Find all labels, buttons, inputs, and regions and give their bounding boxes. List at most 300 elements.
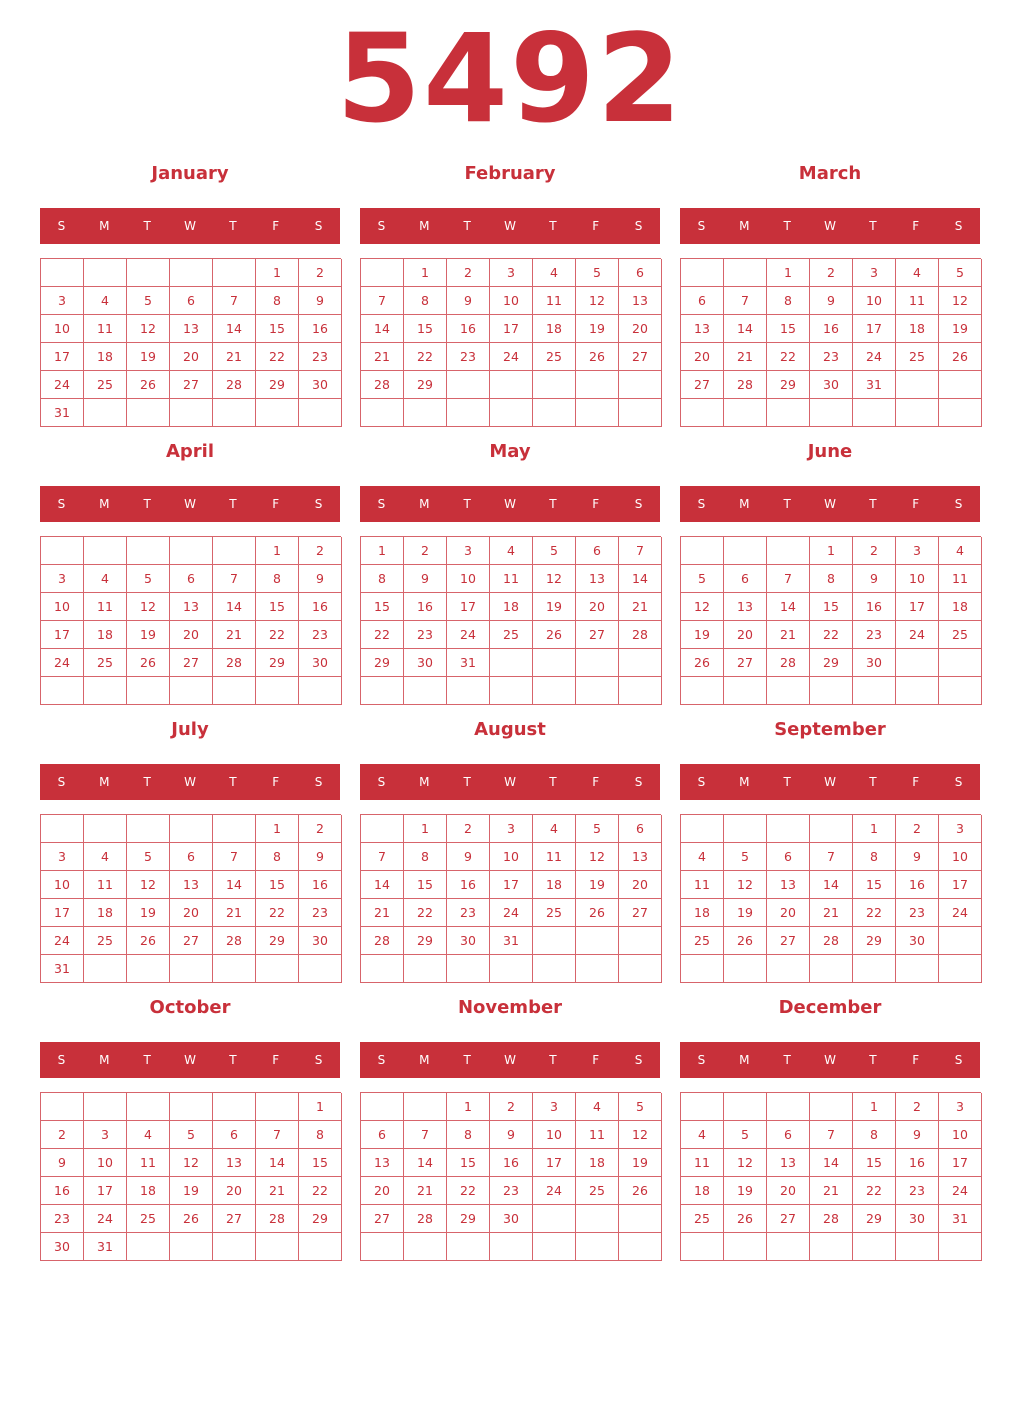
day-cell: 27 bbox=[213, 1205, 256, 1233]
day-cell: 16 bbox=[299, 315, 342, 343]
empty-cell bbox=[404, 399, 447, 427]
empty-cell bbox=[533, 677, 576, 705]
empty-cell bbox=[724, 955, 767, 983]
day-cell: 6 bbox=[619, 815, 662, 843]
empty-cell bbox=[84, 955, 127, 983]
empty-cell bbox=[619, 927, 662, 955]
day-cell: 17 bbox=[490, 871, 533, 899]
day-cell: 25 bbox=[490, 621, 533, 649]
day-cell: 26 bbox=[576, 899, 619, 927]
empty-cell bbox=[299, 1233, 342, 1261]
day-cell: 3 bbox=[41, 843, 84, 871]
day-cell: 12 bbox=[576, 287, 619, 315]
month-name: August bbox=[474, 719, 546, 740]
day-cell: 21 bbox=[256, 1177, 299, 1205]
day-cell: 17 bbox=[41, 621, 84, 649]
day-cell: 5 bbox=[127, 843, 170, 871]
weekday-label: T bbox=[143, 497, 151, 511]
day-cell: 12 bbox=[127, 871, 170, 899]
day-cell: 16 bbox=[490, 1149, 533, 1177]
month-name: November bbox=[457, 997, 563, 1018]
empty-cell bbox=[127, 677, 170, 705]
day-cell: 11 bbox=[84, 315, 127, 343]
day-cell: 5 bbox=[576, 815, 619, 843]
empty-cell bbox=[127, 399, 170, 427]
day-cell: 13 bbox=[170, 871, 213, 899]
day-cell: 27 bbox=[681, 371, 724, 399]
day-cell: 23 bbox=[299, 899, 342, 927]
empty-cell bbox=[404, 1093, 447, 1121]
day-cell: 7 bbox=[361, 287, 404, 315]
day-cell: 18 bbox=[576, 1149, 619, 1177]
day-cell: 2 bbox=[896, 1093, 939, 1121]
day-cell: 16 bbox=[299, 593, 342, 621]
day-cell: 17 bbox=[939, 1149, 982, 1177]
day-cell: 17 bbox=[533, 1149, 576, 1177]
day-cell: 20 bbox=[170, 621, 213, 649]
day-cell: 11 bbox=[576, 1121, 619, 1149]
empty-cell bbox=[404, 677, 447, 705]
empty-cell bbox=[213, 815, 256, 843]
day-cell: 4 bbox=[84, 287, 127, 315]
day-cell: 8 bbox=[404, 287, 447, 315]
empty-cell bbox=[853, 677, 896, 705]
empty-cell bbox=[127, 1093, 170, 1121]
day-cell: 9 bbox=[404, 565, 447, 593]
day-cell: 30 bbox=[896, 1205, 939, 1233]
day-cell: 15 bbox=[404, 871, 447, 899]
empty-cell bbox=[724, 537, 767, 565]
empty-cell bbox=[896, 399, 939, 427]
day-cell: 9 bbox=[810, 287, 853, 315]
weekday-label: S bbox=[697, 219, 706, 233]
day-cell: 1 bbox=[404, 815, 447, 843]
empty-cell bbox=[939, 1233, 982, 1261]
empty-cell bbox=[41, 677, 84, 705]
day-cell: 26 bbox=[127, 371, 170, 399]
day-cell: 5 bbox=[170, 1121, 213, 1149]
day-cell: 15 bbox=[447, 1149, 490, 1177]
day-cell: 3 bbox=[490, 815, 533, 843]
day-cell: 24 bbox=[41, 371, 84, 399]
day-cell: 23 bbox=[810, 343, 853, 371]
weekday-header bbox=[40, 1042, 340, 1078]
day-cell: 27 bbox=[170, 371, 213, 399]
weekday-label: M bbox=[99, 1053, 110, 1067]
day-cell: 17 bbox=[447, 593, 490, 621]
day-cell: 25 bbox=[939, 621, 982, 649]
weekday-label: T bbox=[549, 1053, 557, 1067]
day-cell: 11 bbox=[896, 287, 939, 315]
day-cell: 23 bbox=[853, 621, 896, 649]
day-cell: 14 bbox=[213, 593, 256, 621]
day-cell: 27 bbox=[724, 649, 767, 677]
weekday-label: F bbox=[912, 497, 920, 511]
day-grid bbox=[360, 814, 661, 983]
day-cell: 25 bbox=[896, 343, 939, 371]
day-cell: 7 bbox=[213, 287, 256, 315]
empty-cell bbox=[299, 677, 342, 705]
day-cell: 21 bbox=[810, 1177, 853, 1205]
day-cell: 29 bbox=[767, 371, 810, 399]
day-cell: 10 bbox=[447, 565, 490, 593]
empty-cell bbox=[810, 677, 853, 705]
day-cell: 5 bbox=[724, 843, 767, 871]
day-cell: 19 bbox=[533, 593, 576, 621]
day-cell: 22 bbox=[447, 1177, 490, 1205]
empty-cell bbox=[256, 1093, 299, 1121]
day-cell: 15 bbox=[299, 1149, 342, 1177]
weekday-label: T bbox=[783, 775, 791, 789]
day-cell: 14 bbox=[619, 565, 662, 593]
day-cell: 6 bbox=[681, 287, 724, 315]
day-cell: 26 bbox=[681, 649, 724, 677]
day-cell: 10 bbox=[41, 593, 84, 621]
weekday-label: W bbox=[824, 1053, 836, 1067]
weekday-label: T bbox=[229, 497, 237, 511]
empty-cell bbox=[681, 1093, 724, 1121]
weekday-label: W bbox=[504, 497, 516, 511]
empty-cell bbox=[810, 955, 853, 983]
day-cell: 9 bbox=[299, 287, 342, 315]
day-cell: 5 bbox=[619, 1093, 662, 1121]
day-cell: 7 bbox=[767, 565, 810, 593]
day-cell: 2 bbox=[299, 259, 342, 287]
empty-cell bbox=[41, 259, 84, 287]
empty-cell bbox=[576, 649, 619, 677]
day-cell: 24 bbox=[853, 343, 896, 371]
day-cell: 22 bbox=[810, 621, 853, 649]
day-cell: 5 bbox=[681, 565, 724, 593]
day-cell: 2 bbox=[41, 1121, 84, 1149]
day-cell: 7 bbox=[213, 565, 256, 593]
day-grid bbox=[680, 1092, 981, 1261]
day-cell: 25 bbox=[533, 899, 576, 927]
day-cell: 20 bbox=[213, 1177, 256, 1205]
empty-cell bbox=[361, 955, 404, 983]
month-name: January bbox=[151, 163, 229, 184]
day-cell: 2 bbox=[447, 259, 490, 287]
day-cell: 4 bbox=[84, 843, 127, 871]
month-name: May bbox=[489, 441, 531, 462]
weekday-label: M bbox=[99, 219, 110, 233]
day-cell: 6 bbox=[576, 537, 619, 565]
empty-cell bbox=[533, 1233, 576, 1261]
day-cell: 3 bbox=[896, 537, 939, 565]
empty-cell bbox=[619, 649, 662, 677]
day-cell: 30 bbox=[896, 927, 939, 955]
day-cell: 21 bbox=[724, 343, 767, 371]
day-cell: 2 bbox=[299, 815, 342, 843]
day-cell: 13 bbox=[170, 315, 213, 343]
day-cell: 25 bbox=[681, 1205, 724, 1233]
day-cell: 30 bbox=[853, 649, 896, 677]
day-cell: 29 bbox=[853, 1205, 896, 1233]
empty-cell bbox=[256, 1233, 299, 1261]
empty-cell bbox=[767, 815, 810, 843]
day-cell: 5 bbox=[939, 259, 982, 287]
day-cell: 26 bbox=[619, 1177, 662, 1205]
day-cell: 31 bbox=[939, 1205, 982, 1233]
day-cell: 21 bbox=[213, 899, 256, 927]
day-cell: 31 bbox=[447, 649, 490, 677]
empty-cell bbox=[896, 955, 939, 983]
empty-cell bbox=[939, 649, 982, 677]
day-cell: 14 bbox=[404, 1149, 447, 1177]
weekday-label: W bbox=[824, 775, 836, 789]
weekday-header bbox=[680, 208, 980, 244]
day-cell: 6 bbox=[767, 843, 810, 871]
day-cell: 3 bbox=[939, 1093, 982, 1121]
day-cell: 21 bbox=[767, 621, 810, 649]
day-cell: 18 bbox=[84, 621, 127, 649]
day-cell: 10 bbox=[84, 1149, 127, 1177]
day-cell: 5 bbox=[533, 537, 576, 565]
day-cell: 29 bbox=[404, 371, 447, 399]
empty-cell bbox=[576, 927, 619, 955]
day-cell: 7 bbox=[619, 537, 662, 565]
day-cell: 29 bbox=[447, 1205, 490, 1233]
empty-cell bbox=[84, 259, 127, 287]
day-cell: 22 bbox=[853, 899, 896, 927]
day-cell: 13 bbox=[767, 1149, 810, 1177]
empty-cell bbox=[681, 955, 724, 983]
empty-cell bbox=[896, 649, 939, 677]
empty-cell bbox=[533, 1205, 576, 1233]
weekday-label: T bbox=[229, 1053, 237, 1067]
day-cell: 28 bbox=[404, 1205, 447, 1233]
weekday-label: S bbox=[314, 775, 323, 789]
empty-cell bbox=[170, 677, 213, 705]
day-cell: 30 bbox=[299, 649, 342, 677]
empty-cell bbox=[361, 259, 404, 287]
day-cell: 15 bbox=[361, 593, 404, 621]
day-cell: 4 bbox=[127, 1121, 170, 1149]
day-cell: 20 bbox=[767, 899, 810, 927]
empty-cell bbox=[447, 1233, 490, 1261]
month-name: February bbox=[464, 163, 556, 184]
day-cell: 18 bbox=[84, 343, 127, 371]
day-cell: 20 bbox=[724, 621, 767, 649]
empty-cell bbox=[896, 1233, 939, 1261]
weekday-label: F bbox=[592, 775, 600, 789]
empty-cell bbox=[490, 371, 533, 399]
day-cell: 25 bbox=[84, 927, 127, 955]
day-cell: 12 bbox=[724, 871, 767, 899]
day-cell: 25 bbox=[576, 1177, 619, 1205]
day-cell: 13 bbox=[361, 1149, 404, 1177]
day-cell: 11 bbox=[533, 287, 576, 315]
day-cell: 1 bbox=[853, 1093, 896, 1121]
weekday-label: T bbox=[869, 1053, 877, 1067]
weekday-label: T bbox=[549, 497, 557, 511]
day-cell: 19 bbox=[576, 315, 619, 343]
weekday-label: T bbox=[463, 1053, 471, 1067]
empty-cell bbox=[533, 649, 576, 677]
day-cell: 4 bbox=[533, 259, 576, 287]
weekday-label: T bbox=[143, 775, 151, 789]
empty-cell bbox=[404, 1233, 447, 1261]
day-cell: 30 bbox=[810, 371, 853, 399]
day-cell: 1 bbox=[853, 815, 896, 843]
empty-cell bbox=[939, 955, 982, 983]
weekday-label: S bbox=[377, 497, 386, 511]
day-cell: 13 bbox=[170, 593, 213, 621]
day-cell: 21 bbox=[810, 899, 853, 927]
day-cell: 13 bbox=[619, 287, 662, 315]
day-cell: 12 bbox=[127, 315, 170, 343]
empty-cell bbox=[84, 1093, 127, 1121]
empty-cell bbox=[299, 955, 342, 983]
day-cell: 18 bbox=[681, 899, 724, 927]
day-cell: 10 bbox=[896, 565, 939, 593]
day-cell: 24 bbox=[490, 343, 533, 371]
empty-cell bbox=[127, 815, 170, 843]
day-cell: 5 bbox=[724, 1121, 767, 1149]
empty-cell bbox=[447, 399, 490, 427]
day-cell: 11 bbox=[681, 1149, 724, 1177]
day-cell: 21 bbox=[361, 899, 404, 927]
day-cell: 8 bbox=[767, 287, 810, 315]
day-cell: 16 bbox=[447, 871, 490, 899]
weekday-label: M bbox=[739, 1053, 750, 1067]
day-cell: 20 bbox=[170, 899, 213, 927]
day-cell: 14 bbox=[213, 871, 256, 899]
weekday-label: W bbox=[504, 1053, 516, 1067]
empty-cell bbox=[256, 955, 299, 983]
empty-cell bbox=[681, 815, 724, 843]
weekday-label: T bbox=[143, 1053, 151, 1067]
weekday-label: S bbox=[697, 1053, 706, 1067]
day-cell: 28 bbox=[619, 621, 662, 649]
empty-cell bbox=[724, 677, 767, 705]
day-cell: 23 bbox=[447, 899, 490, 927]
day-cell: 11 bbox=[84, 871, 127, 899]
empty-cell bbox=[213, 677, 256, 705]
day-cell: 29 bbox=[810, 649, 853, 677]
weekday-label: S bbox=[954, 775, 963, 789]
weekday-label: S bbox=[314, 219, 323, 233]
day-cell: 7 bbox=[213, 843, 256, 871]
day-cell: 7 bbox=[724, 287, 767, 315]
weekday-header bbox=[360, 208, 660, 244]
empty-cell bbox=[170, 537, 213, 565]
day-cell: 4 bbox=[896, 259, 939, 287]
day-cell: 8 bbox=[810, 565, 853, 593]
weekday-label: M bbox=[419, 497, 430, 511]
day-cell: 17 bbox=[490, 315, 533, 343]
day-cell: 15 bbox=[256, 871, 299, 899]
day-cell: 23 bbox=[41, 1205, 84, 1233]
empty-cell bbox=[853, 399, 896, 427]
day-cell: 22 bbox=[299, 1177, 342, 1205]
weekday-label: F bbox=[592, 1053, 600, 1067]
empty-cell bbox=[681, 1233, 724, 1261]
day-cell: 11 bbox=[490, 565, 533, 593]
day-cell: 31 bbox=[41, 399, 84, 427]
day-cell: 22 bbox=[361, 621, 404, 649]
day-cell: 28 bbox=[724, 371, 767, 399]
day-cell: 8 bbox=[256, 565, 299, 593]
weekday-label: T bbox=[463, 219, 471, 233]
day-cell: 1 bbox=[447, 1093, 490, 1121]
empty-cell bbox=[767, 1093, 810, 1121]
day-cell: 22 bbox=[256, 343, 299, 371]
month-name: April bbox=[165, 441, 215, 462]
day-cell: 27 bbox=[170, 649, 213, 677]
day-cell: 25 bbox=[84, 371, 127, 399]
day-cell: 11 bbox=[681, 871, 724, 899]
day-grid bbox=[40, 258, 341, 427]
empty-cell bbox=[896, 677, 939, 705]
weekday-header bbox=[40, 208, 340, 244]
day-cell: 6 bbox=[767, 1121, 810, 1149]
day-cell: 14 bbox=[361, 315, 404, 343]
weekday-header bbox=[680, 1042, 980, 1078]
day-cell: 4 bbox=[576, 1093, 619, 1121]
day-cell: 26 bbox=[576, 343, 619, 371]
day-cell: 4 bbox=[533, 815, 576, 843]
day-cell: 4 bbox=[84, 565, 127, 593]
day-cell: 26 bbox=[127, 927, 170, 955]
empty-cell bbox=[810, 1233, 853, 1261]
day-cell: 15 bbox=[810, 593, 853, 621]
day-cell: 27 bbox=[361, 1205, 404, 1233]
empty-cell bbox=[41, 1093, 84, 1121]
day-cell: 30 bbox=[299, 371, 342, 399]
month-name: October bbox=[149, 997, 231, 1018]
empty-cell bbox=[533, 371, 576, 399]
weekday-label: M bbox=[419, 775, 430, 789]
day-cell: 7 bbox=[810, 843, 853, 871]
day-cell: 21 bbox=[404, 1177, 447, 1205]
day-cell: 18 bbox=[84, 899, 127, 927]
day-cell: 10 bbox=[939, 843, 982, 871]
empty-cell bbox=[533, 955, 576, 983]
weekday-label: T bbox=[869, 219, 877, 233]
empty-cell bbox=[299, 399, 342, 427]
day-cell: 24 bbox=[939, 899, 982, 927]
day-grid bbox=[360, 536, 661, 705]
empty-cell bbox=[619, 955, 662, 983]
day-cell: 2 bbox=[404, 537, 447, 565]
empty-cell bbox=[490, 1233, 533, 1261]
day-cell: 3 bbox=[853, 259, 896, 287]
day-cell: 14 bbox=[810, 871, 853, 899]
weekday-label: T bbox=[463, 497, 471, 511]
empty-cell bbox=[619, 1233, 662, 1261]
day-cell: 24 bbox=[896, 621, 939, 649]
day-cell: 27 bbox=[767, 1205, 810, 1233]
day-cell: 18 bbox=[533, 871, 576, 899]
day-cell: 27 bbox=[619, 899, 662, 927]
day-cell: 31 bbox=[41, 955, 84, 983]
day-cell: 2 bbox=[896, 815, 939, 843]
empty-cell bbox=[724, 1233, 767, 1261]
day-cell: 9 bbox=[447, 287, 490, 315]
day-cell: 5 bbox=[127, 287, 170, 315]
day-cell: 2 bbox=[490, 1093, 533, 1121]
day-cell: 6 bbox=[170, 565, 213, 593]
weekday-label: W bbox=[504, 219, 516, 233]
weekday-label: S bbox=[954, 497, 963, 511]
empty-cell bbox=[619, 1205, 662, 1233]
day-cell: 14 bbox=[810, 1149, 853, 1177]
day-cell: 29 bbox=[299, 1205, 342, 1233]
day-cell: 3 bbox=[41, 287, 84, 315]
weekday-label: T bbox=[229, 219, 237, 233]
empty-cell bbox=[490, 677, 533, 705]
